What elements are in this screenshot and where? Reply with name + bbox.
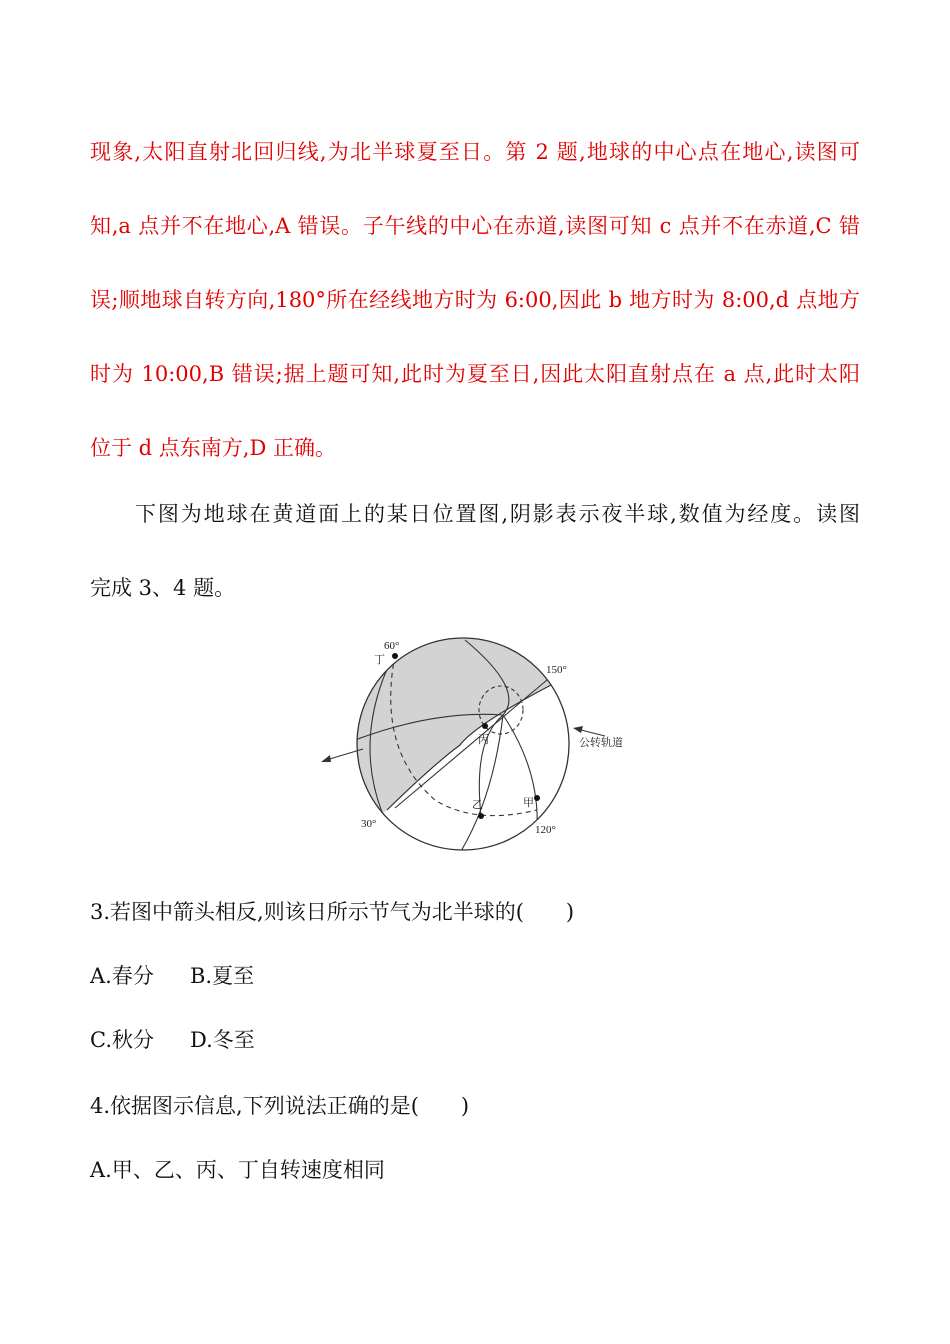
q3-option-b: B.夏至: [190, 964, 255, 988]
label-lon-30: 30°: [361, 818, 377, 830]
rotation-arrow-head: [321, 755, 331, 762]
point-jia-marker: [534, 795, 540, 801]
answer-line-4: 时为 10:00,B 错误;据上题可知,此时为夏至日,因此太阳直射点在 a 点,此时太阳: [90, 362, 860, 386]
answer-line-3: 误;顺地球自转方向,180°所在经线地方时为 6:00,因此 b 地方时为 8:00,d 点地方: [90, 288, 860, 312]
intro-line-2: 完成 3、4 题。: [90, 576, 236, 600]
q3-stem: 3.若图中箭头相反,则该日所示节气为北半球的( ): [90, 900, 575, 924]
intro-line-1: 下图为地球在黄道面上的某日位置图,阴影表示夜半球,数值为经度。读图: [135, 502, 860, 526]
q3-option-c: C.秋分: [90, 1028, 154, 1052]
point-ding-marker: [392, 653, 398, 659]
label-yi: 乙: [472, 799, 483, 811]
answer-line-1: 现象,太阳直射北回归线,为北半球夏至日。第 2 题,地球的中心点在地心,读图可: [90, 140, 860, 164]
point-yi-marker: [478, 813, 484, 819]
label-lon-120: 120°: [535, 824, 556, 836]
answer-line-2: 知,a 点并不在地心,A 错误。子午线的中心在赤道,读图可知 c 点并不在赤道,C 错: [90, 214, 860, 238]
q3-option-d: D.冬至: [190, 1028, 255, 1052]
earth-position-figure: [315, 630, 645, 860]
q4-option-a: A.甲、乙、丙、丁自转速度相同: [90, 1158, 385, 1182]
orbit-arrow-head: [573, 726, 583, 733]
label-lon-150: 150°: [546, 664, 567, 676]
label-jia: 甲: [523, 797, 534, 809]
night-hemisphere: [315, 630, 551, 860]
answer-line-5: 位于 d 点东南方,D 正确。: [90, 436, 336, 460]
q4-stem: 4.依据图示信息,下列说法正确的是( ): [90, 1094, 470, 1118]
label-ding: 丁: [374, 654, 385, 666]
q3-option-a: A.春分: [90, 964, 154, 988]
label-lon-60: 60°: [384, 640, 400, 652]
label-bing: 丙: [478, 734, 489, 746]
point-bing-marker: [482, 723, 488, 729]
label-orbit: 公转轨道: [579, 737, 623, 749]
